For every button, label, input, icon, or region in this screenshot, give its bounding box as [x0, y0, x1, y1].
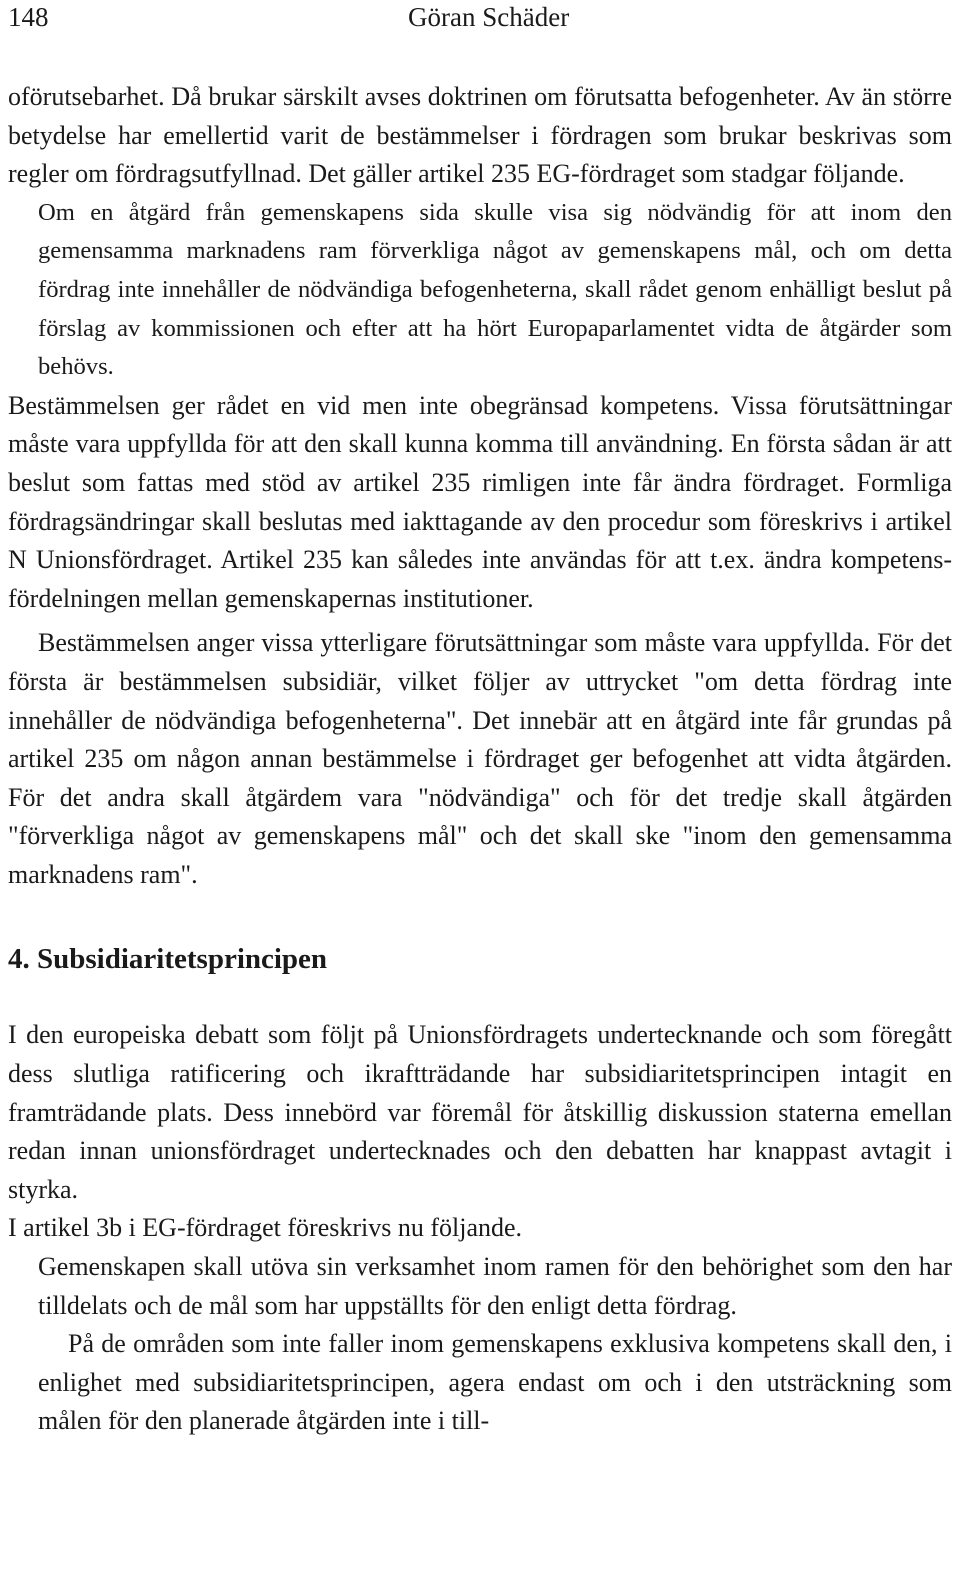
- document-page: [8, 0, 952, 1441]
- block-quote-article-3b-part-2: På de områden som inte faller inom gemenskapens exklusiva kompetens skall den, i enlighet med subsidiaritetsprincipen, agera endast om och i den utsträckning som målen för den planerade åtgärden inte i till-: [38, 1329, 952, 1436]
- block-quote-article-235: Om en åtgärd från gemenskapens sida skulle visa sig nödvändig för att inom den gemensamma marknadens ram förverkliga något av gemenskapens mål, och om detta fördrag inte innehåller de nödvändiga befogenheterna, skall rådet genom enhälligt beslut på förslag av kommissionen och efter att ha hört Europaparlamentet vidta de åtgärder som behövs.: [38, 198, 952, 381]
- paragraph-3: Bestämmelsen anger vissa ytterligare förutsättningar som måste vara uppfyllda. För det första är bestämmelsen subsidiär, vilket följer av uttrycket "om detta fördrag inte innehåller de nödvändiga befogenheterna". Det innebär att en åtgärd inte får grundas på artikel 235 om någon annan bestämmelse i fördraget ger befogenhet att vidta åtgärden. För det andra skall åtgärdem vara "nödvändiga" och för det tredje skall åtgärden "förverkliga något av gemenskapens mål" och det skall ske "inom den gemensamma marknadens ram".: [8, 628, 952, 889]
- running-head: Göran Schäder: [408, 2, 570, 32]
- page-header: [8, 0, 952, 38]
- block-quote-article-3b-part-1: Gemenskapen skall utöva sin verksamhet inom ramen för den behörighet som den har tilldelats och de mål som har uppställts för den enligt detta fördrag.: [38, 1252, 952, 1320]
- section-heading: 4. Subsidiaritetsprincipen: [8, 943, 328, 976]
- paragraph-2: Bestämmelsen ger rådet en vid men inte obegränsad kompetens. Vissa förutsättningar måste vara uppfyllda för att den skall kunna komma till användning. En första sådan är att beslut som fattas med stöd av artikel 235 rimligen inte får ändra fördraget. Formliga fördragsändringar skall beslutas med iakttagande av den procedur som föreskrivs i artikel N Unionsfördraget. Artikel 235 kan således inte användas för att t.ex. ändra kompetensfördelningen mellan gemenskapernas institutioner.: [8, 390, 952, 613]
- paragraph-4: I den europeiska debatt som följt på Unionsfördragets undertecknande och som föregått dess slutliga ratificering och ikraftträdande har subsidiaritetsprincipen intagit en framträdande plats. Dess innebörd var föremål för åtskillig diskussion staterna emellan redan innan unionsfördraget undertecknades och den debatten har knappast avtagit i styrka.: [8, 1020, 952, 1204]
- paragraph-5: I artikel 3b i EG-fördraget föreskrivs nu följande.: [8, 1213, 523, 1243]
- paragraph-1: oförutsebarhet. Då brukar särskilt avses doktrinen om förutsatta befogenheter. Av än större betydelse har emellertid varit de bestämmelser i fördragen som brukar beskrivas som regler om fördragsutfyllnad. Det gäller artikel 235 EG-fördraget som stadgar följande.: [8, 82, 952, 189]
- page-number: 148: [8, 2, 49, 32]
